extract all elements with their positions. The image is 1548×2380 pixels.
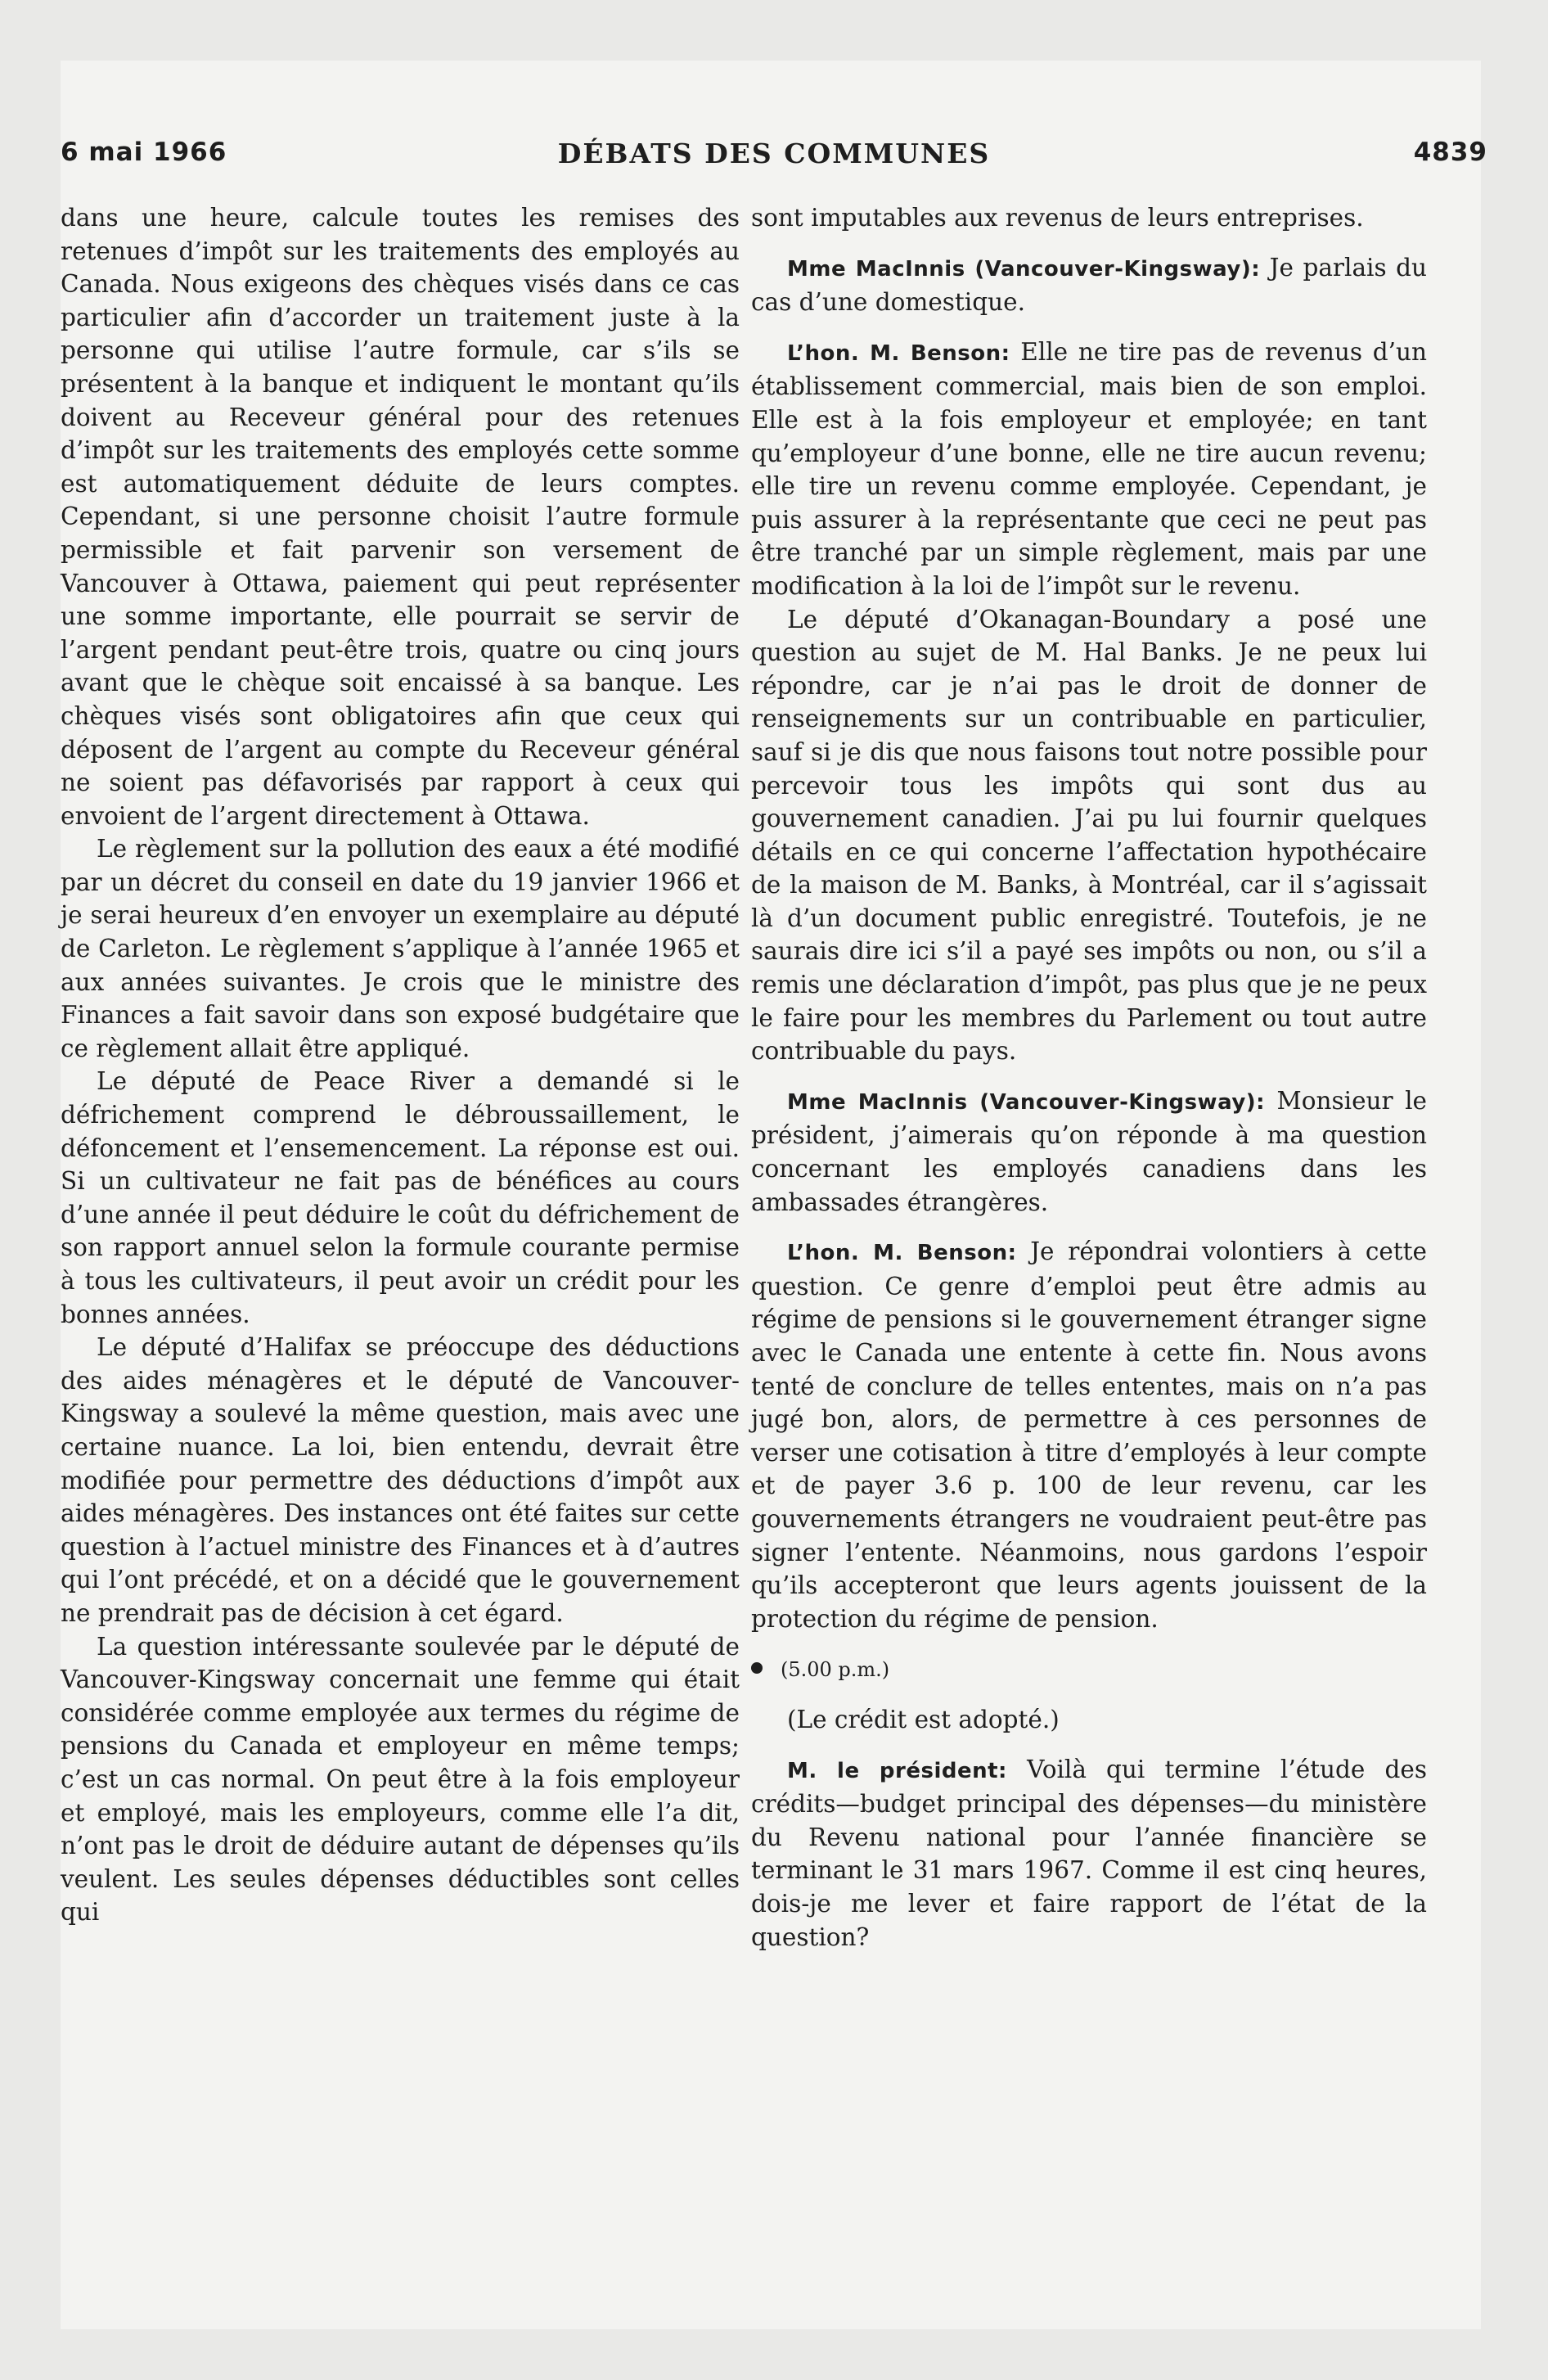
adopted-note: (Le crédit est adopté.)	[787, 1705, 1060, 1733]
paragraph: Le député d’Okanagan-Boundary a posé une question au sujet de M. Hal Banks. Je ne peux lui répondre, car je n’ai pas le droit de donner de renseignements sur un contribuable en particulier, sauf si je dis que nous faisons tout notre possible pour percevoir tous les impôts qui sont dus au gouvernement canadien. J’ai pu lui fournir quelques détails en ce qui concerne l’affectation hypothécaire de la maison de M. Banks, à Montréal, car il s’agissait là d’un document public enregistré. Toutefois, je ne saurais dire ici s’il a payé ses impôts ou non, ou s’il a remis une déclaration d’impôt, pas plus que je ne peux le faire pour les membres du Parlement ou tout autre contribuable du pays.	[751, 605, 1427, 1066]
speaker-name: L’hon. M. Benson:	[787, 1241, 1017, 1266]
paragraph: Le député d’Halifax se préoccupe des déductions des aides ménagères et le député de Vancouver-Kingsway a soulevé la même question, mais avec une certaine nuance. La loi, bien entendu, devrait être modifiée pour permettre des déductions d’impôt aux aides ménagères. Des instances ont été faites sur cette question à l’actuel ministre des Finances et à d’autres qui l’ont précédé, et on a décidé que le gouvernement ne prendrait pas de décision à cet égard.	[61, 1333, 740, 1627]
paragraph: Le règlement sur la pollution des eaux a été modifié par un décret du conseil en date du 19 janvier 1966 et je serai heureux d’en envoyer un exemplaire au député de Carleton. Le règlement s’applique à l’année 1965 et aux années suivantes. Je crois que le ministre des Finances a fait savoir dans son exposé budgétaire que ce règlement allait être appliqué.	[61, 835, 740, 1062]
header-title: DÉBATS DES COMMUNES	[557, 137, 991, 169]
header-page-number: 4839	[1413, 137, 1487, 167]
speaker-name: Mme MacInnis (Vancouver-Kingsway):	[787, 1089, 1266, 1115]
paragraph: dans une heure, calcule toutes les remises des retenues d’impôt sur les traitements des employés au Canada. Nous exigeons des chèques visés dans ce cas particulier afin d’accorder un traitement juste à la personne qui utilise l’autre formule, car s’ils se présentent à la banque et indiquent le montant qu’ils doivent au Receveur général pour des retenues d’impôt sur les traitements des employés cette somme est automatiquement déduite de leurs comptes. Cependant, si une personne choisit l’autre formule permissible et fait parvenir son versement de Vancouver à Ottawa, paiement qui peut représenter une somme importante, elle pourrait se servir de l’argent pendant peut-être trois, quatre ou cinq jours avant que le chèque soit encaissé à sa banque. Les chèques visés sont obligatoires afin que ceux qui déposent de l’argent au compte du Receveur général ne soient pas défavorisés par rapport à ceux qui envoient de l’argent directement à Ottawa.	[61, 204, 740, 830]
speech	[751, 336, 1427, 603]
header-date: 6 mai 1966	[61, 137, 227, 167]
right-column	[751, 201, 1427, 1954]
speech	[751, 1753, 1427, 1954]
speaker-name: M. le président:	[787, 1758, 1007, 1783]
speech-text: Elle ne tire pas de revenus d’un établissement commercial, mais bien de son emploi. Elle est à la fois employeur et employée; en tant qu’employeur d’une bonne, elle ne tire aucun revenu; elle tire un revenu comme employée. Cependant, je puis assurer à la représentante que ceci ne peut pas être tranché par un simple règlement, mais par une modification à la loi de l’impôt sur le revenu.	[751, 337, 1427, 600]
speech-text: Je répondrai volontiers à cette question. Ce genre d’emploi peut être admis au régime de pensions si le gouvernement étranger signe avec le Canada une entente à cette fin. Nous avons tenté de conclure de telles ententes, mais on n’a pas jugé bon, alors, de permettre à ces personnes de verser une cotisation à titre d’employés à leur compte et de payer 3.6 p. 100 de leur revenu, car les gouvernements étrangers ne voudraient peut-être pas signer l’entente. Néanmoins, nous gardons l’espoir qu’ils accepteront que leurs agents jouissent de la protection du régime de pension.	[751, 1237, 1427, 1633]
time-marker	[751, 1652, 1427, 1687]
speech-text: Je parlais du cas d’une domestique.	[751, 253, 1427, 317]
paragraph: sont imputables aux revenus de leurs entreprises.	[751, 204, 1364, 232]
speech-text: Monsieur le président, j’aimerais qu’on réponde à ma question concernant les employés canadiens dans les ambassades étrangères.	[751, 1086, 1427, 1216]
speech	[751, 1084, 1427, 1219]
speech-text: Voilà qui termine l’étude des crédits—budget principal des dépenses—du ministère du Revenu national pour l’année financière se terminant le 31 mars 1967. Comme il est cinq heures, dois-je me lever et faire rapport de l’état de la question?	[751, 1755, 1427, 1951]
speaker-name: L’hon. M. Benson:	[787, 340, 1010, 366]
page-header	[61, 137, 1487, 183]
paragraph: Le député de Peace River a demandé si le défrichement comprend le débroussaillement, le défoncement et l’ensemencement. La réponse est oui. Si un cultivateur ne fait pas de bénéfices au cours d’une année il peut déduire le coût du défrichement de son rapport annuel selon la formule courante permise à tous les cultivateurs, il peut avoir un crédit pour les bonnes années.	[61, 1067, 740, 1328]
bullet-icon	[751, 1662, 763, 1674]
left-column	[61, 201, 740, 1929]
speech	[751, 1235, 1427, 1635]
speaker-name: Mme MacInnis (Vancouver-Kingsway):	[787, 256, 1261, 282]
time-text: (5.00 p.m.)	[781, 1658, 890, 1682]
speech	[751, 251, 1427, 319]
paragraph: La question intéressante soulevée par le député de Vancouver-Kingsway concernait une femme qui était considérée comme employée aux termes du régime de pensions du Canada et employeur en même temps; c’est un cas normal. On peut être à la fois employeur et employé, mais les employeurs, comme elle l’a dit, n’ont pas le droit de déduire autant de dépenses qu’ils veulent. Les seules dépenses déductibles sont celles qui	[61, 1632, 740, 1927]
